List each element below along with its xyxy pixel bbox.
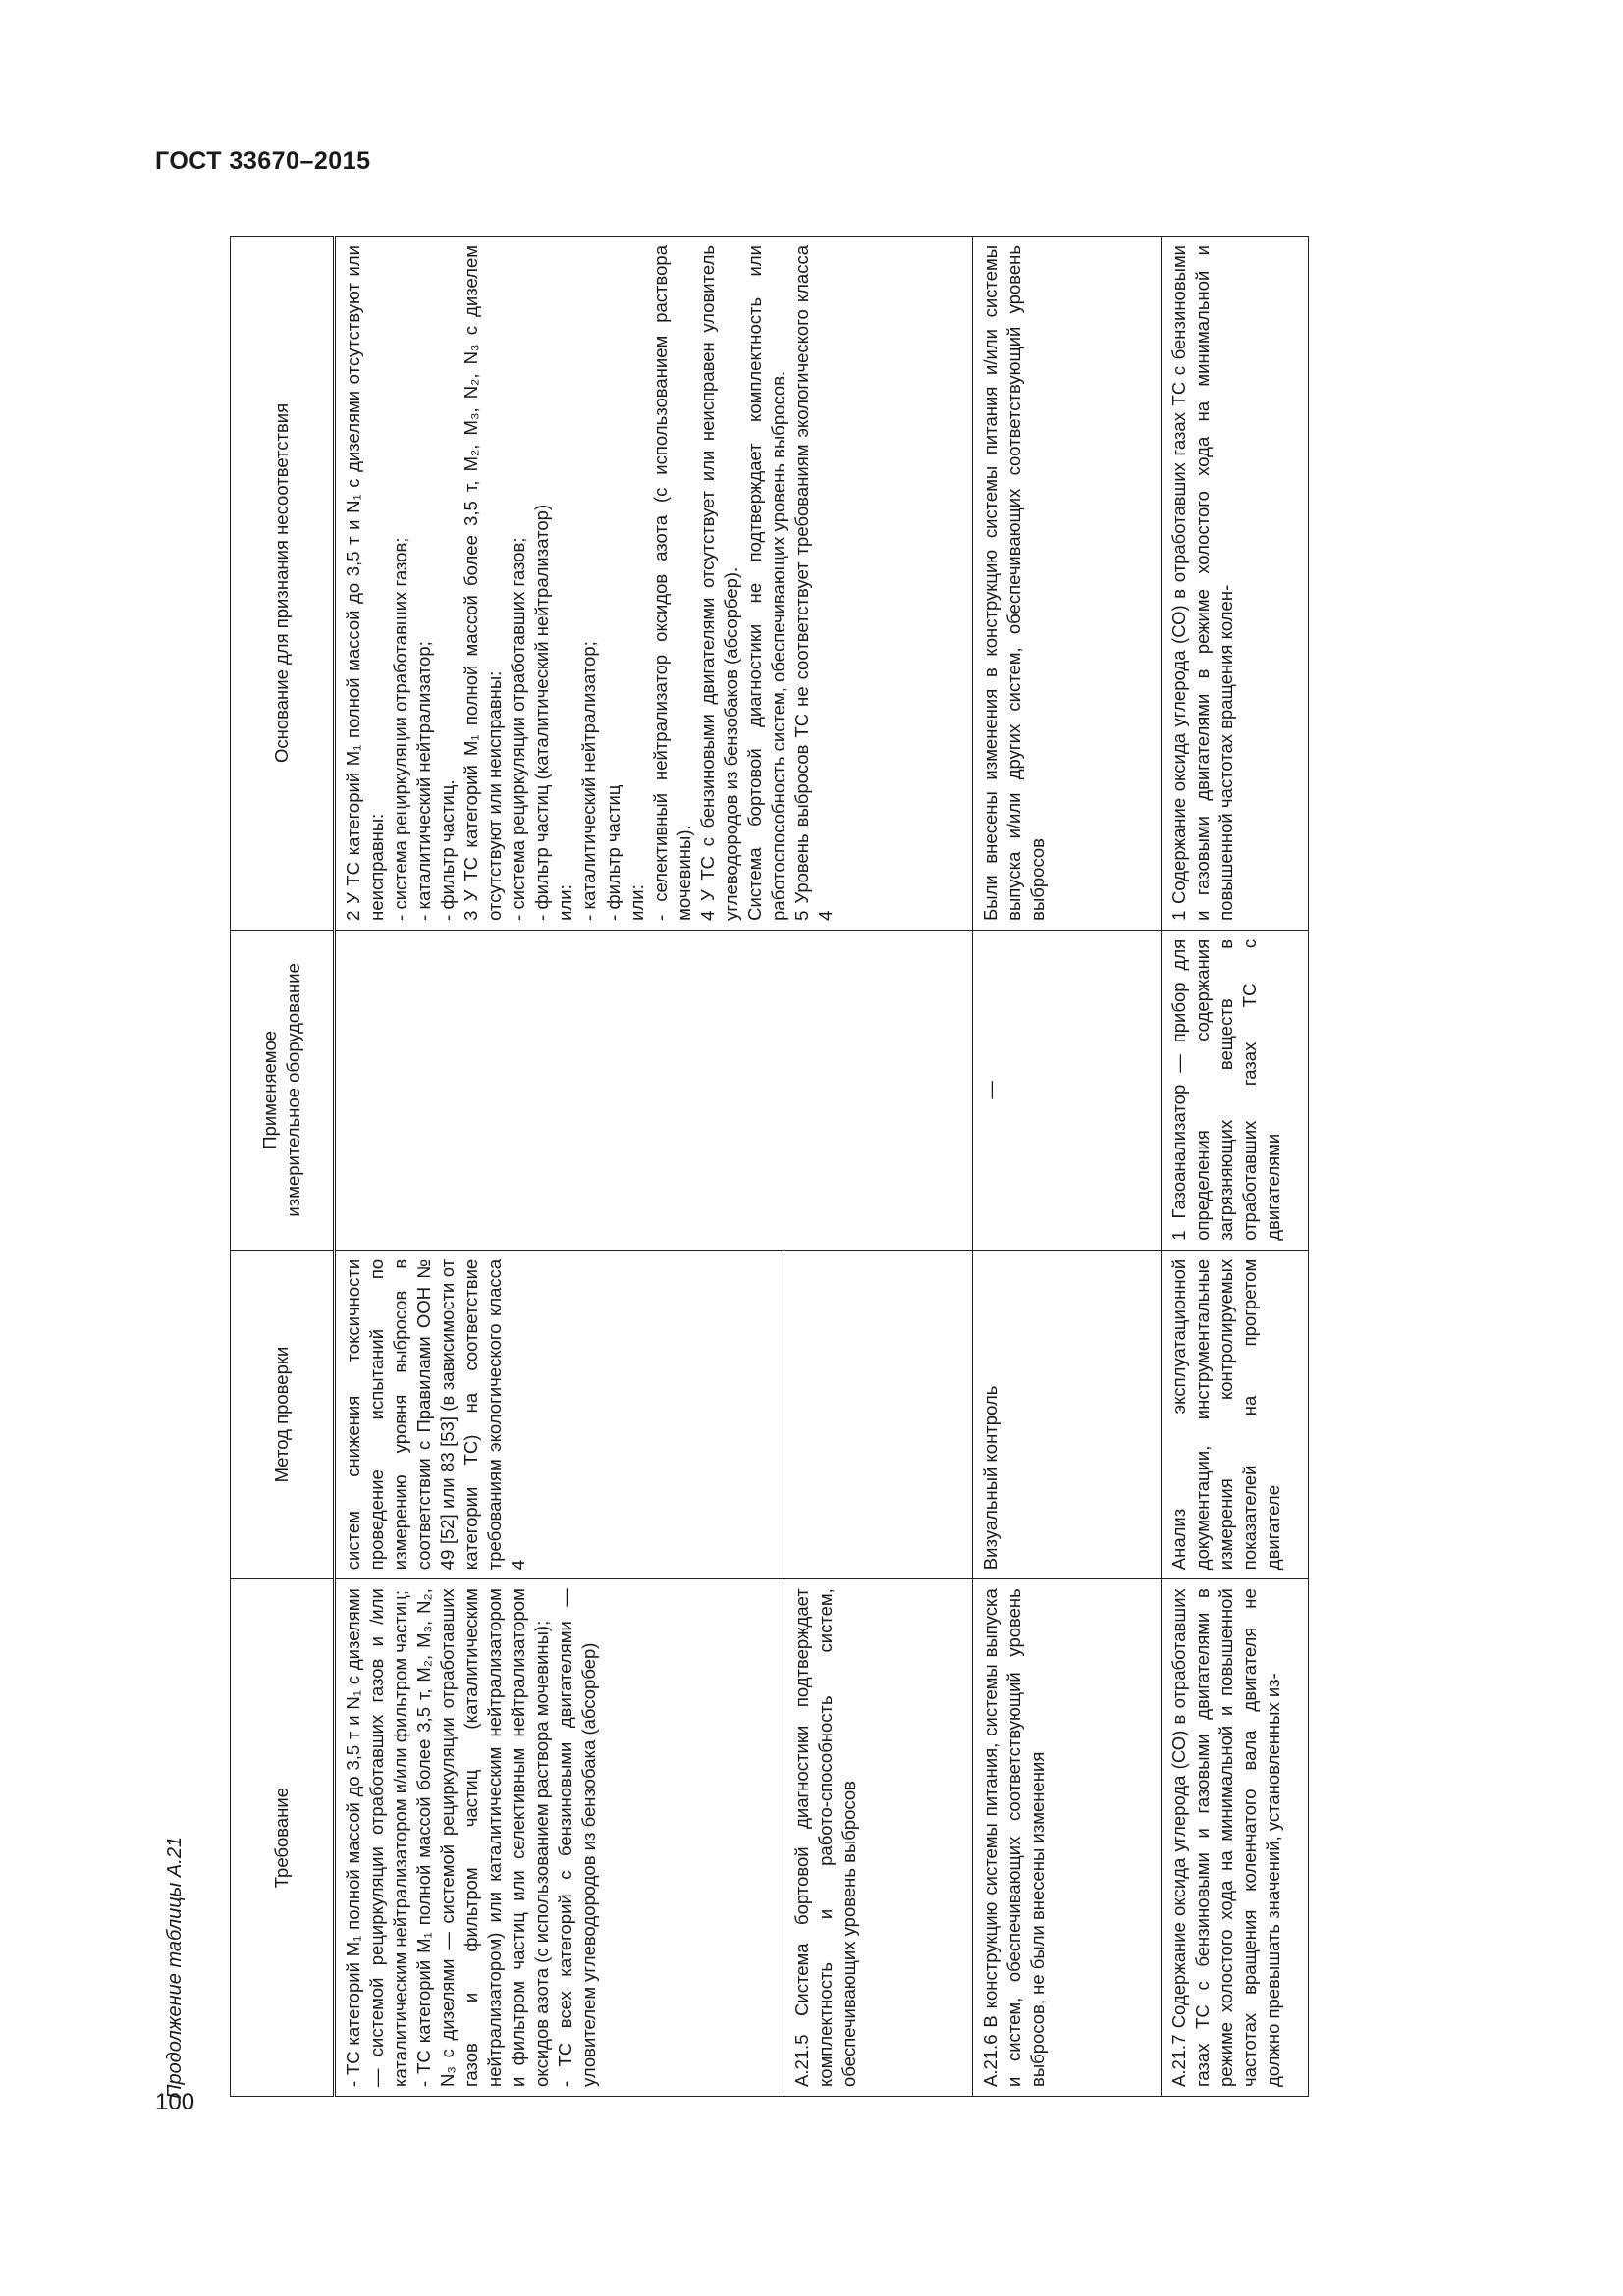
rotated-table-page (155, 234, 1441, 2099)
header-requirement: Требование (231, 1579, 335, 2097)
header-equipment: Применяемое измерительное оборудование (231, 930, 335, 1250)
cell-method: Анализ эксплуатационной документации, инструментальные измерения контролируемых показателей на прогретом двигателе (1162, 1250, 1309, 1578)
cell-requirement: А.21.5 Система бортовой диагностики подтверждает комплектность и работо-способность систем, обеспечивающих уровень выбросов (784, 1579, 973, 2097)
cell-basis: 1 Содержание оксида углерода (СО) в отработавших газах ТС с бензиновыми и газовыми двигателями в режиме холостого хода на минимальной и повышенной частотах вращения колен- (1162, 237, 1309, 931)
document-code: ГОСТ 33670–2015 (155, 147, 371, 175)
cell-method (784, 1250, 973, 1578)
cell-equipment (335, 930, 973, 1250)
cell-equipment: — (973, 930, 1162, 1250)
page-number: 100 (155, 2089, 195, 2115)
cell-requirement: - ТС категорий М₁ полной массой до 3,5 т и N₁ с дизелями — системой рециркуляции отработавших газов и /или каталитическим нейтрализатором и/или фильтром частиц; - ТС категорий М₁ полной массой более 3,5 т, М₂, М₃, N₂, N₃ с дизелями — системой рециркуляции отработавших газов и фильтром частиц (каталитическим нейтрализатором) или каталитическим нейтрализатором и фильтром частиц или селективным нейтрализатором оксидов азота (с использованием раствора мочевины); - ТС всех категорий с бензиновыми двигателями — уловителем углеводородов из бензобака (абсорбер) (335, 1579, 784, 2097)
cell-requirement: А.21.7 Содержание оксида углерода (СО) в отработавших газах ТС с бензиновыми и газовыми двигателями в режиме холостого хода на минимальной и повышенной частотах вращения коленчатого вала двигателя не должно превышать значений, установленных из- (1162, 1579, 1309, 2097)
cell-basis: Были внесены изменения в конструкцию системы питания и/или системы выпуска и/или других систем, обеспечивающих соответствующий уровень выбросов (973, 237, 1162, 931)
table-row (335, 237, 784, 2097)
cell-equipment: 1 Газоанализатор — прибор для определения содержания загрязняющих веществ в отработавших газах ТС с двигателями (1162, 930, 1309, 1250)
cell-basis: 2 У ТС категорий М₁ полной массой до 3,5 т и N₁ с дизелями отсутствуют или неисправны: - система рециркуляции отработавших газов; - каталитический нейтрализатор; - фильтр частиц. 3 У ТС категорий М₁ полной массой более 3,5 т, М₂, М₃, N₂, N₃ с дизелем отсутствуют или неисправны: - система рециркуляции отработавших газов; - фильтр частиц (каталитический нейтрализатор) или: - каталитический нейтрализатор; - фильтр частиц или: - селективный нейтрализатор оксидов азота (с использованием раствора мочевины). 4 У ТС с бензиновыми двигателями отсутствует или неисправен уловитель углеводородов из бензобаков (абсорбер). Система бортовой диагностики не подтверждает комплектность или работоспособность систем, обеспечивающих уровень выбросов. 5 Уровень выбросов ТС не соответствует требованиям экологического класса 4 (335, 237, 973, 931)
cell-method: систем снижения токсичности проведение испытаний по измерению уровня выбросов в соответствии с Правилами ООН № 49 [52] или 83 [53] (в зависимости от категории ТС) на соответствие требованиям экологического класса 4 (335, 1250, 784, 1578)
table-row (1162, 237, 1309, 2097)
table-row (973, 237, 1162, 2097)
cell-method: Визуальный контроль (973, 1250, 1162, 1578)
header-basis: Основание для признания несоответствия (231, 237, 335, 931)
table-caption: Продолжение таблицы А.21 (164, 1836, 186, 2099)
cell-requirement: А.21.6 В конструкцию системы питания, системы выпуска и систем, обеспечивающих соответствующий уровень выбросов, не были внесены изменения (973, 1579, 1162, 2097)
continuation-table (230, 236, 1309, 2097)
header-method: Метод проверки (231, 1250, 335, 1578)
table-header-row (231, 237, 335, 2097)
